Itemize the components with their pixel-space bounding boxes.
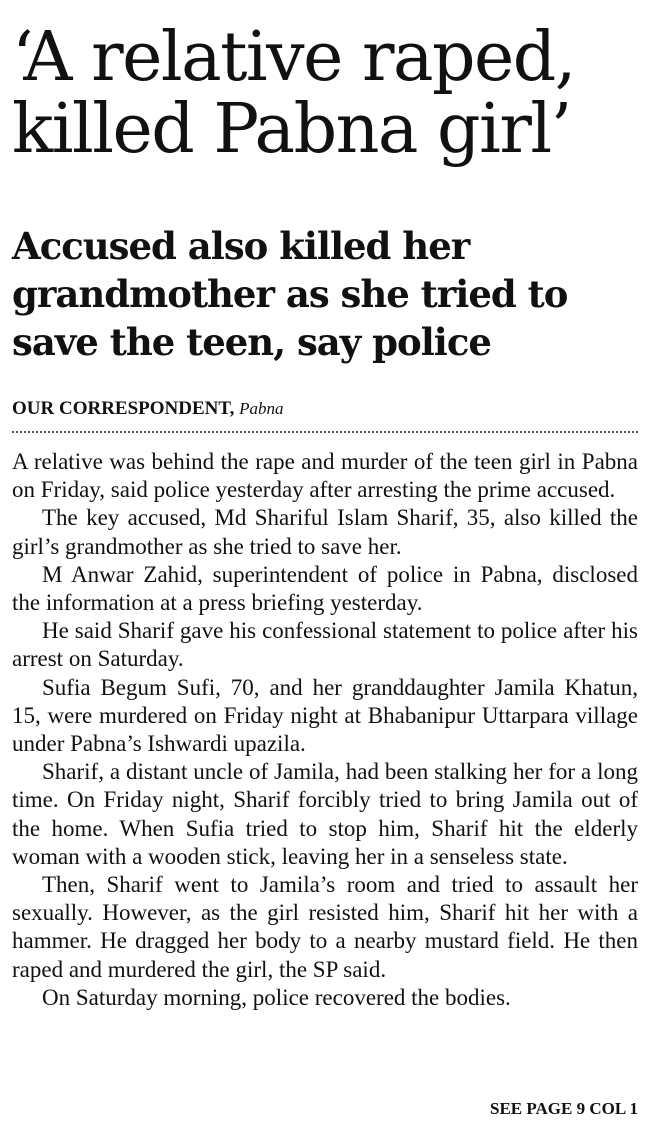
article-paragraph: M Anwar Zahid, superintendent of police in Pabna, disclosed the information at a press briefing yesterday. <box>12 561 638 616</box>
article-paragraph: On Saturday morning, police recovered the bodies. <box>42 984 511 1010</box>
continued-on-page-link[interactable]: SEE PAGE 9 COL 1 <box>490 1099 638 1118</box>
headline-line: ‘A relative raped, <box>12 18 575 97</box>
byline-author: OUR CORRESPONDENT, <box>12 398 235 419</box>
dotted-divider <box>12 431 638 433</box>
subheadline-line: save the teen, say police <box>12 320 491 364</box>
article-paragraph: Sufia Begum Sufi, 70, and her granddaughter Jamila Khatun, 15, were murdered on Friday night at Bhabanipur Uttarpara village under Pabna’s Ishwardi upazila. <box>12 674 638 757</box>
byline <box>12 398 284 420</box>
byline-location: Pabna <box>239 399 284 418</box>
article-paragraph: Sharif, a distant uncle of Jamila, had been stalking her for a long time. On Friday night, Sharif forcibly tried to bring Jamila out of the home. When Sufia tried to stop him, Sharif hit the elderly woman with a wooden stick, leaving her in a senseless state. <box>12 759 638 869</box>
article-paragraph: The key accused, Md Shariful Islam Sharif, 35, also killed the girl’s grandmother as she tried to save her. <box>12 505 638 559</box>
subheadline-line: Accused also killed her <box>12 224 470 268</box>
subheadline-line: grandmother as she tried to <box>12 272 568 316</box>
article-paragraph: Then, Sharif went to Jamila’s room and tried to assault her sexually. However, as the girl resisted him, Sharif hit her with a hammer. He dragged her body to a nearby mustard field. He then raped and murdered the girl, the SP said. <box>12 872 638 982</box>
headline-line: killed Pabna girl’ <box>12 90 571 169</box>
article-paragraph: He said Sharif gave his confessional statement to police after his arrest on Saturday. <box>12 618 638 672</box>
subheadline <box>12 222 642 366</box>
headline <box>12 18 642 169</box>
article-paragraph: A relative was behind the rape and murder of the teen girl in Pabna on Friday, said police yesterday after arresting the prime accused. <box>12 449 638 503</box>
article-body <box>12 448 638 1012</box>
